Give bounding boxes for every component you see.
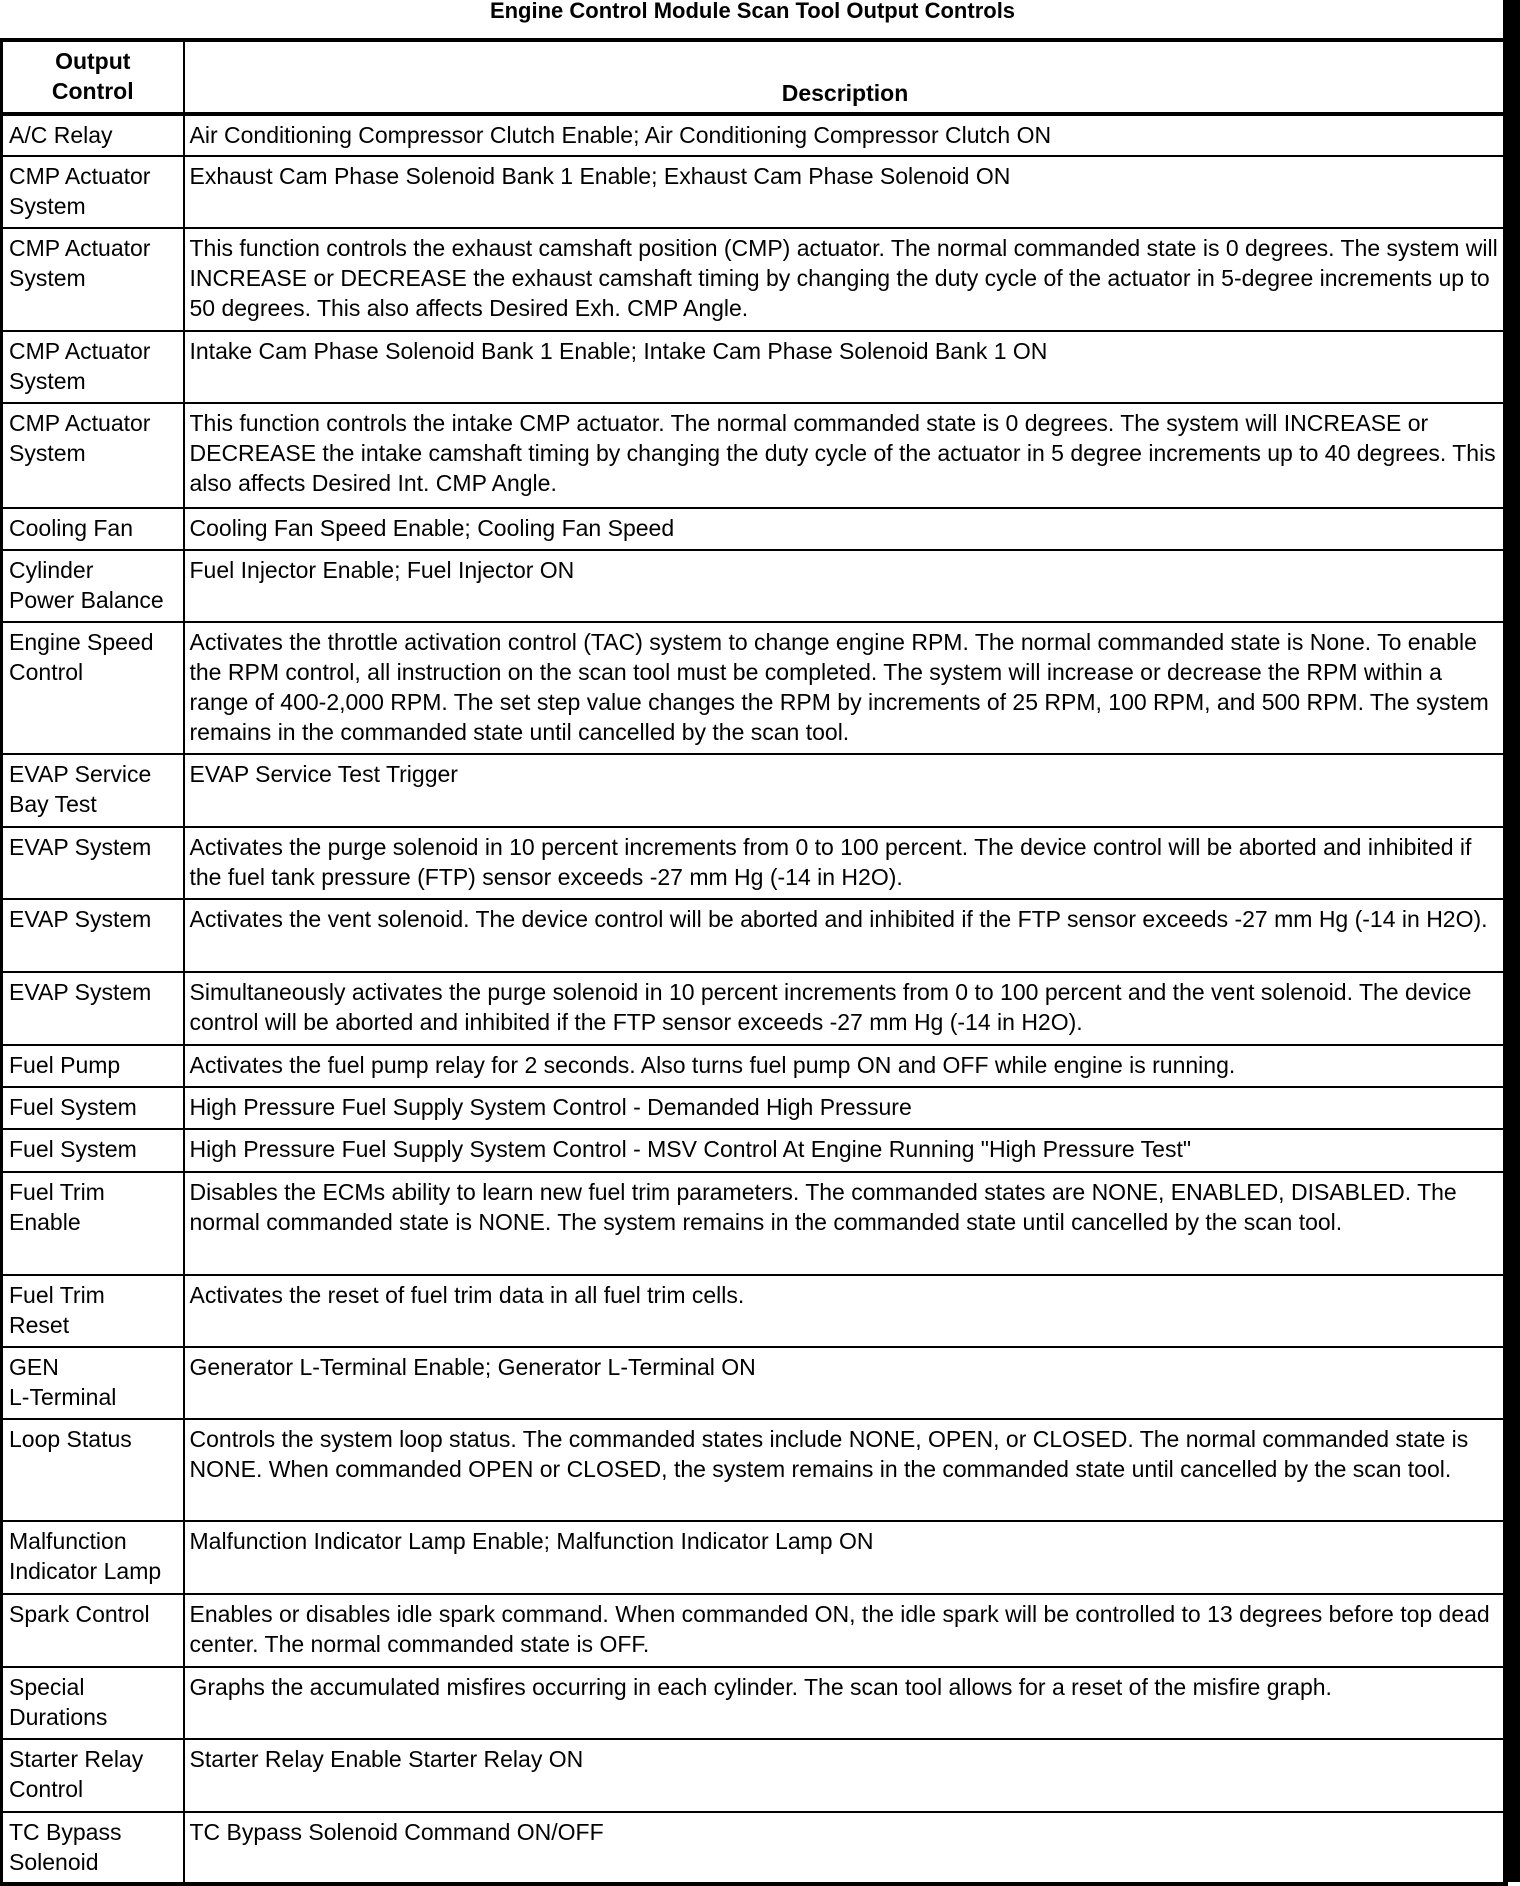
header-line: Output [55,48,131,74]
output-control-cell [2,754,184,827]
table-row [2,228,1507,331]
description-cell: Disables the ECMs ability to learn new fuel trim parameters. The commanded states are NONE, ENABLED, DISABLED. The normal commanded state is NONE. The system remains in the commanded state until cancelled by the scan tool. [184,1172,1507,1275]
description-cell: Starter Relay Enable Starter Relay ON [184,1739,1507,1812]
output-control-line: Solenoid [9,1849,99,1875]
output-control-line: Bay Test [9,791,97,817]
table-row [2,1812,1507,1884]
output-control-line: CMP Actuator [9,235,151,261]
description-cell: Activates the purge solenoid in 10 percent increments from 0 to 100 percent. The device control will be aborted and inhibited if the fuel tank pressure (FTP) sensor exceeds -27 mm Hg (-14 in H2O). [184,827,1507,899]
description-cell: Activates the vent solenoid. The device control will be aborted and inhibited if the FTP sensor exceeds -27 mm Hg (-14 in H2O). [184,899,1507,972]
output-control-cell [2,1739,184,1812]
output-control-cell [2,827,184,899]
output-control-line: Control [9,659,84,685]
table-row [2,550,1507,622]
output-control-cell [2,403,184,508]
table-row [2,1739,1507,1812]
description-cell: Simultaneously activates the purge solenoid in 10 percent increments from 0 to 100 percent and the vent solenoid. The device control will be aborted and inhibited if the FTP sensor exceeds -27 mm Hg (-14 in H2O). [184,972,1507,1045]
output-control-cell [2,114,184,156]
table-row [2,622,1507,754]
output-control-line: EVAP Service [9,761,152,787]
output-control-line: Durations [9,1704,108,1730]
column-header-output-control [2,40,184,114]
description-cell: Activates the reset of fuel trim data in all fuel trim cells. [184,1275,1507,1347]
output-control-cell [2,622,184,754]
output-control-line: Fuel Trim [9,1179,105,1205]
table-row [2,1172,1507,1275]
table-row [2,1667,1507,1739]
output-control-line: Cooling Fan [9,515,134,541]
output-control-line: Power Balance [9,587,164,613]
output-control-cell [2,972,184,1045]
description-cell: Cooling Fan Speed Enable; Cooling Fan Speed [184,508,1507,550]
output-control-cell [2,1275,184,1347]
table-row [2,972,1507,1045]
column-header-description: Description [184,40,1507,114]
table-row [2,1347,1507,1419]
output-control-line: Reset [9,1312,70,1338]
output-control-line: Control [9,1776,84,1802]
table-row [2,827,1507,899]
table-row [2,403,1507,508]
output-control-cell [2,1521,184,1594]
table-row [2,1087,1507,1129]
output-control-cell [2,1172,184,1275]
output-control-line: Fuel System [9,1136,137,1162]
table-title: Engine Control Module Scan Tool Output Controls [489,0,1016,23]
output-control-cell [2,1045,184,1087]
output-control-line: TC Bypass [9,1819,122,1845]
output-control-line: Starter Relay [9,1746,144,1772]
description-cell: Controls the system loop status. The commanded states include NONE, OPEN, or CLOSED. The normal commanded state is NONE. When commanded OPEN or CLOSED, the system remains in the commanded state until cancelled by the scan tool. [184,1419,1507,1521]
output-control-line: Engine Speed [9,629,154,655]
output-control-cell [2,550,184,622]
output-control-line: Indicator Lamp [9,1558,162,1584]
output-control-line: EVAP System [9,834,152,860]
output-control-cell [2,1087,184,1129]
description-cell: High Pressure Fuel Supply System Control - MSV Control At Engine Running "High Pressure Test" [184,1129,1507,1172]
header-line: Control [51,78,134,104]
output-control-cell [2,1347,184,1419]
table-row [2,156,1507,228]
table-row [2,508,1507,550]
table-row [2,331,1507,403]
table-row [2,899,1507,972]
output-control-line: Fuel Trim [9,1282,105,1308]
description-cell: TC Bypass Solenoid Command ON/OFF [184,1812,1507,1884]
description-cell: Exhaust Cam Phase Solenoid Bank 1 Enable; Exhaust Cam Phase Solenoid ON [184,156,1507,228]
output-control-line: System [9,265,86,291]
output-control-cell [2,1419,184,1521]
output-control-cell [2,1812,184,1884]
table-row [2,754,1507,827]
output-control-line: Malfunction [9,1528,127,1554]
output-control-cell [2,156,184,228]
output-control-cell [2,1667,184,1739]
output-control-line: A/C Relay [9,122,113,148]
output-control-line: Fuel Pump [9,1052,121,1078]
output-control-line: System [9,193,86,219]
description-cell: Generator L-Terminal Enable; Generator L-Terminal ON [184,1347,1507,1419]
output-control-line: System [9,440,86,466]
description-cell: Enables or disables idle spark command. When commanded ON, the idle spark will be controlled to 13 degrees before top dead center. The normal commanded state is OFF. [184,1594,1507,1667]
table-row [2,1129,1507,1172]
output-control-line: System [9,368,86,394]
output-control-line: CMP Actuator [9,338,151,364]
output-control-line: Spark Control [9,1601,150,1627]
output-control-line: CMP Actuator [9,163,151,189]
output-control-line: Enable [9,1209,81,1235]
description-cell: This function controls the exhaust camshaft position (CMP) actuator. The normal commanded state is 0 degrees. The system will INCREASE or DECREASE the exhaust camshaft timing by changing the duty cycle of the actuator in 5-degree increments up to 50 degrees. This also affects Desired Exh. CMP Angle. [184,228,1507,331]
table-row [2,1521,1507,1594]
description-cell: Fuel Injector Enable; Fuel Injector ON [184,550,1507,622]
description-cell: Air Conditioning Compressor Clutch Enable; Air Conditioning Compressor Clutch ON [184,114,1507,156]
output-control-cell [2,228,184,331]
description-cell: This function controls the intake CMP actuator. The normal commanded state is 0 degrees. The system will INCREASE or DECREASE the intake camshaft timing by changing the duty cycle of the actuator in 5 degree increments up to 40 degrees. This also affects Desired Int. CMP Angle. [184,403,1507,508]
output-control-line: EVAP System [9,906,152,932]
description-cell: Activates the throttle activation control (TAC) system to change engine RPM. The normal commanded state is None. To enable the RPM control, all instruction on the scan tool must be completed. The system will increase or decrease the RPM within a range of 400-2,000 RPM. The set step value changes the RPM by increments of 25 RPM, 100 RPM, and 500 RPM. The system remains in the commanded state until cancelled by the scan tool. [184,622,1507,754]
output-control-line: L-Terminal [9,1384,117,1410]
output-control-line: Special [9,1674,85,1700]
header-row [2,40,1507,114]
description-cell: High Pressure Fuel Supply System Control - Demanded High Pressure [184,1087,1507,1129]
output-control-cell [2,899,184,972]
output-control-cell [2,508,184,550]
output-controls-table [0,38,1508,1886]
output-control-cell [2,1129,184,1172]
output-control-line: Fuel System [9,1094,137,1120]
table-row [2,114,1507,156]
description-cell: Activates the fuel pump relay for 2 seconds. Also turns fuel pump ON and OFF while engine is running. [184,1045,1507,1087]
description-cell: Intake Cam Phase Solenoid Bank 1 Enable; Intake Cam Phase Solenoid Bank 1 ON [184,331,1507,403]
description-cell: EVAP Service Test Trigger [184,754,1507,827]
description-cell: Malfunction Indicator Lamp Enable; Malfunction Indicator Lamp ON [184,1521,1507,1594]
output-control-line: EVAP System [9,979,152,1005]
output-control-line: Cylinder [9,557,94,583]
output-control-line: CMP Actuator [9,410,151,436]
description-cell: Graphs the accumulated misfires occurring in each cylinder. The scan tool allows for a reset of the misfire graph. [184,1667,1507,1739]
output-control-line: Loop Status [9,1426,132,1452]
table-row [2,1275,1507,1347]
output-control-cell [2,1594,184,1667]
output-control-line: GEN [9,1354,59,1380]
table-row [2,1045,1507,1087]
output-control-cell [2,331,184,403]
table-row [2,1594,1507,1667]
table-row [2,1419,1507,1521]
